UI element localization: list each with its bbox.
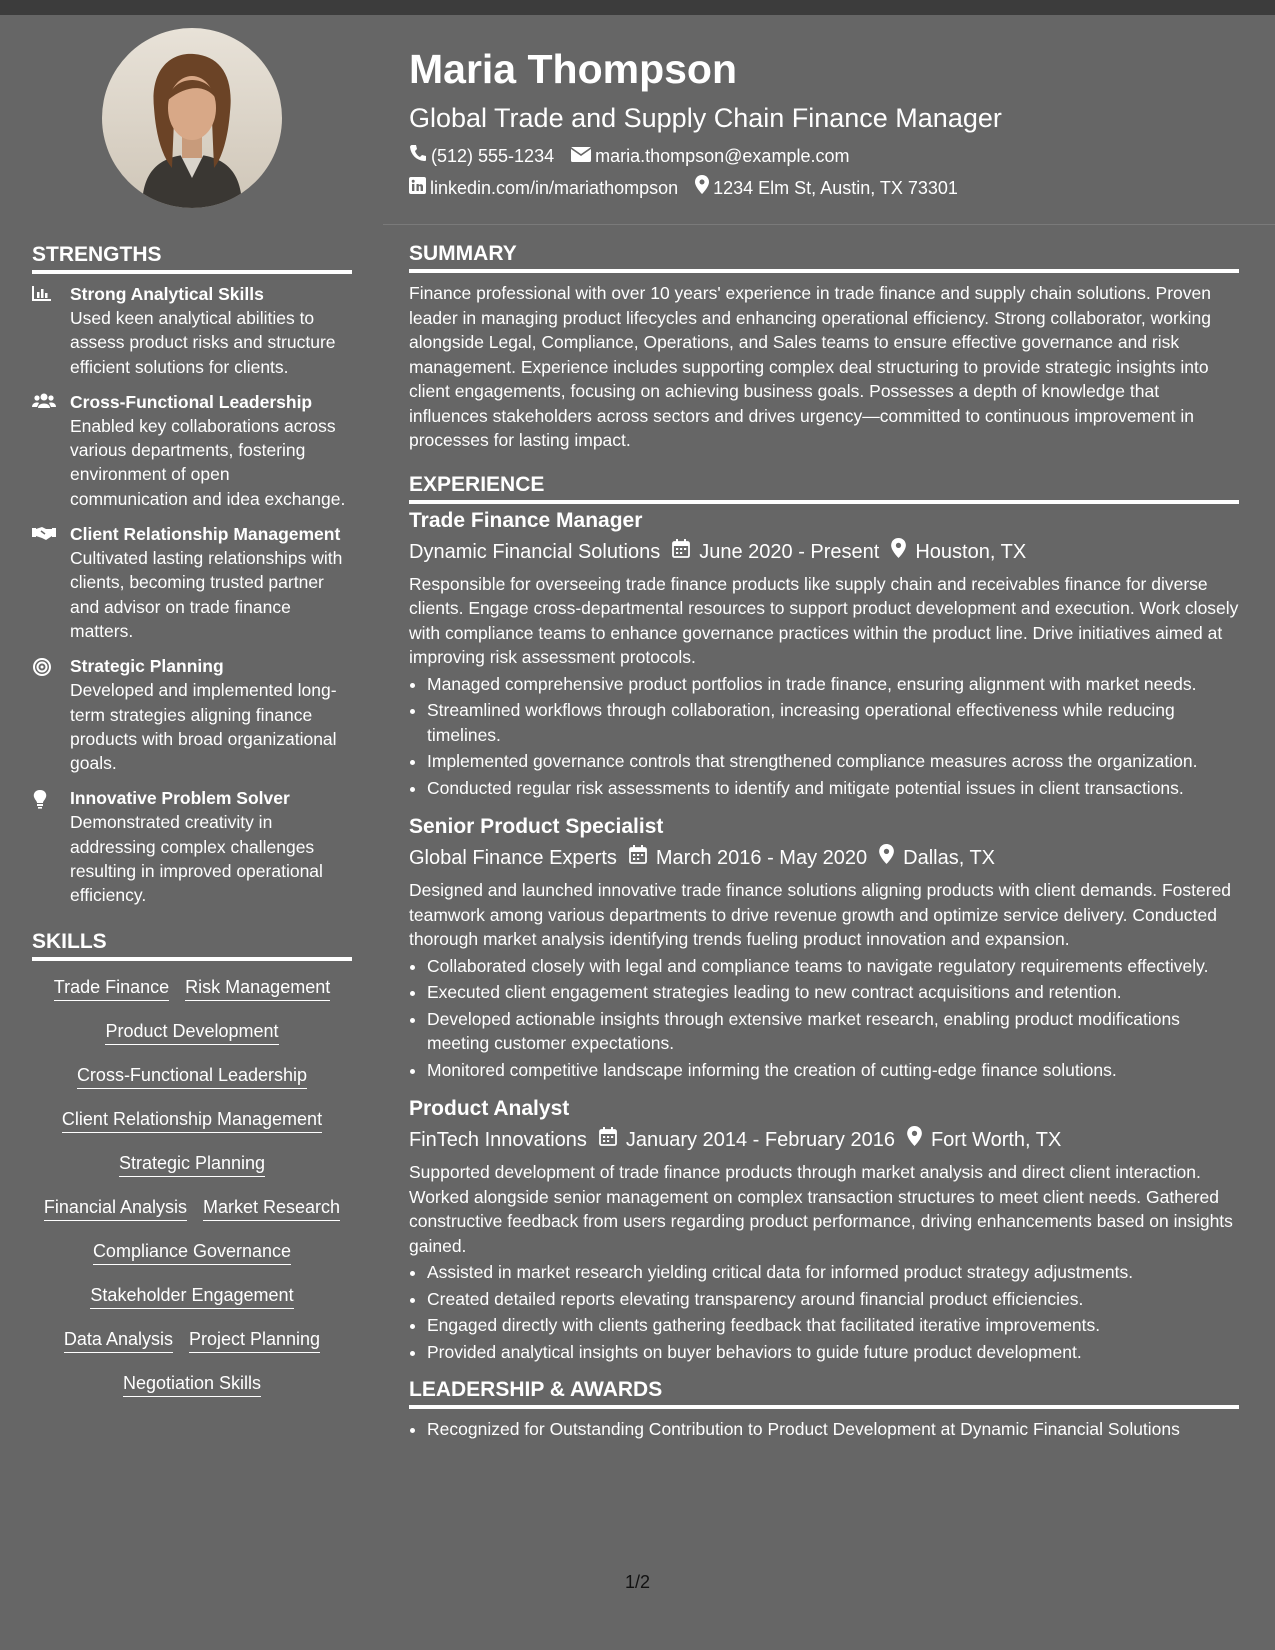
company-name: FinTech Innovations: [409, 1129, 587, 1151]
job-bullet: • Executed client engagement strategies leading to new contract acquisitions and retention.: [427, 980, 1239, 1005]
linkedin-link[interactable]: linkedin.com/in/mariathompson: [430, 178, 679, 198]
top-bar: [0, 0, 1275, 15]
job-bullet: • Developed actionable insights through extensive market research, enabling product modifications meeting customer expectations.: [427, 1007, 1239, 1056]
award-item: • Recognized for Outstanding Contribution to Product Development at Dynamic Financial Solutions: [427, 1417, 1239, 1442]
candidate-name: Maria Thompson: [409, 46, 738, 92]
strength-desc: Used keen analytical abilities to assess product risks and structure efficient solutions for clients.: [70, 308, 336, 377]
strengths-heading: STRENGTHS: [32, 241, 352, 274]
calendar-icon: [672, 536, 699, 568]
job-bullet: • Collaborated closely with legal and compliance teams to navigate regulatory requirements effectively.: [427, 954, 1239, 979]
skill-tag: Negotiation Skills: [123, 1371, 261, 1397]
strength-desc: Cultivated lasting relationships with clients, becoming trusted partner and advisor on trade finance matters.: [70, 548, 343, 641]
job-title: Trade Finance Manager: [409, 508, 643, 532]
users-icon: [32, 394, 56, 413]
skill-tag: Data Analysis: [64, 1327, 173, 1353]
linkedin-icon: [409, 172, 430, 204]
left-column: [32, 28, 352, 1415]
company-name: Global Finance Experts: [409, 847, 617, 869]
target-icon: [32, 662, 52, 681]
job-entry: [409, 812, 1239, 1082]
phone-icon: [409, 140, 431, 172]
job-bullet: • Created detailed reports elevating transparency around financial product efficiencies.: [427, 1287, 1239, 1312]
skill-tag: Financial Analysis: [44, 1195, 187, 1221]
job-bullet: • Conducted regular risk assessments to identify and mitigate potential issues in client transactions.: [427, 776, 1239, 801]
map-pin-icon: [891, 536, 915, 568]
strength-item: [32, 522, 352, 643]
job-bullet: • Streamlined workflows through collaboration, increasing operational effectiveness while reducing timelines.: [427, 698, 1239, 747]
job-bullet: • Monitored competitive landscape informing the creation of cutting-edge finance solutions.: [427, 1058, 1239, 1083]
skill-tag: Trade Finance: [54, 975, 169, 1001]
strength-item: [32, 390, 352, 511]
map-pin-icon: [907, 1124, 931, 1156]
job-entry: [409, 506, 1239, 801]
strength-title: Client Relationship Management: [70, 524, 341, 545]
map-pin-icon: [695, 172, 713, 204]
job-dates: June 2020 - Present: [699, 540, 880, 563]
job-bullet: • Implemented governance controls that strengthened compliance measures across the organization.: [427, 749, 1239, 774]
job-title: Senior Product Specialist: [409, 815, 664, 838]
job-location: Houston, TX: [915, 540, 1027, 563]
skill-tag: Client Relationship Management: [62, 1107, 322, 1133]
job-dates: March 2016 - May 2020: [655, 847, 868, 869]
email-link[interactable]: maria.thompson@example.com: [595, 146, 850, 166]
summary-heading: SUMMARY: [409, 240, 1239, 273]
skill-tag: Project Planning: [189, 1327, 320, 1353]
summary-text: Finance professional with over 10 years' experience in trade finance and supply chain solutions. Proven leader in managing product lifecycles and enhancing operational efficiency. Strong collaborator, working alongside Legal, Compliance, Operations, and Sales teams to ensure effective governance and risk management. Experience includes supporting complex deal structuring to provide strategic insights into client engagements, focusing on achieving business goals. Possesses a depth of knowledge that influences stakeholders across sectors and drives urgency—committed to continuous improvement in processes for lasting impact.: [409, 283, 1212, 450]
awards-heading: LEADERSHIP & AWARDS: [409, 1376, 1239, 1409]
job-title-headline: Global Trade and Supply Chain Finance Manager: [409, 103, 1002, 133]
awards-list: [409, 1417, 1239, 1442]
strength-item: [32, 282, 352, 379]
job-bullet: • Assisted in market research yielding critical data for informed product strategy adjustments.: [427, 1260, 1239, 1285]
address: 1234 Elm St, Austin, TX 73301: [713, 178, 958, 198]
company-name: Dynamic Financial Solutions: [409, 540, 661, 563]
job-description: Responsible for overseeing trade finance products like supply chain and receivables finance for diverse clients. Engage cross-departmental resources to support product development and execution. Work closely with compliance teams to enhance governance practices within the product line. Drive initiatives aimed at improving risk assessment protocols.: [409, 573, 1239, 667]
map-pin-icon: [879, 842, 903, 874]
phone-number[interactable]: (512) 555-1234: [431, 146, 555, 166]
right-column: [409, 40, 1239, 1454]
job-location: Dallas, TX: [903, 847, 996, 869]
bar-chart-icon: [32, 286, 52, 305]
lightbulb-icon: [32, 794, 48, 813]
contact-row: [409, 172, 1239, 204]
strength-title: Cross-Functional Leadership: [70, 391, 313, 412]
strength-title: Strong Analytical Skills: [70, 284, 264, 304]
skill-tag: Market Research: [203, 1195, 340, 1221]
job-bullet: • Managed comprehensive product portfolios in trade finance, ensuring alignment with market needs.: [427, 672, 1239, 697]
job-meta: [409, 536, 1239, 568]
skill-tag: Strategic Planning: [119, 1151, 265, 1177]
skill-tag: Cross-Functional Leadership: [77, 1063, 307, 1089]
job-meta: [409, 842, 1239, 874]
skill-tag: Compliance Governance: [93, 1239, 291, 1265]
job-entry: [409, 1094, 1239, 1364]
job-bullets: [409, 1260, 1239, 1364]
skill-tag: Stakeholder Engagement: [90, 1283, 293, 1309]
skill-tag: Product Development: [105, 1019, 278, 1045]
strength-desc: Demonstrated creativity in addressing complex challenges resulting in improved operational efficiency.: [70, 812, 323, 906]
calendar-icon: [599, 1124, 626, 1156]
job-meta: [409, 1124, 1239, 1156]
skill-tag: Risk Management: [185, 975, 330, 1001]
experience-heading: EXPERIENCE: [409, 471, 1239, 504]
calendar-icon: [629, 842, 656, 874]
profile-photo: [102, 28, 282, 208]
job-bullet: • Provided analytical insights on buyer behaviors to guide future product development.: [427, 1340, 1239, 1365]
job-location: Fort Worth, TX: [930, 1129, 1062, 1151]
page-number: 1/2: [624, 1572, 651, 1592]
envelope-icon: [571, 140, 595, 172]
handshake-icon: [32, 526, 56, 545]
strength-item: [32, 654, 352, 775]
job-bullets: [409, 954, 1239, 1083]
contact-row: [409, 140, 1239, 172]
strength-desc: Developed and implemented long-term strategies aligning finance products with broad organizational goals.: [70, 680, 337, 774]
skills-list: [32, 969, 352, 1415]
strength-title: Strategic Planning: [70, 656, 224, 677]
job-title: Product Analyst: [409, 1097, 570, 1120]
strength-title: Innovative Problem Solver: [70, 788, 290, 809]
skills-heading: SKILLS: [32, 928, 352, 961]
strength-desc: Enabled key collaborations across various departments, fostering environment of open communication and idea exchange.: [70, 415, 346, 509]
strength-item: [32, 786, 352, 907]
job-description: Supported development of trade finance products through market analysis and direct client interaction. Worked alongside senior management on complex transaction structures to meet client needs. Gathered constructive feedback from users regarding product performance, driving enhancements based on insights gained.: [409, 1162, 1233, 1256]
job-description: Designed and launched innovative trade finance solutions aligning products with client demands. Fostered teamwork among various departments to drive revenue growth and optimize service delivery. Conducted thorough market analysis identifying trends fueling product innovation and expansion.: [409, 880, 1232, 949]
job-dates: January 2014 - February 2016: [625, 1129, 895, 1151]
job-bullets: [409, 672, 1239, 801]
job-bullet: • Engaged directly with clients gathering feedback that facilitated iterative improvements.: [427, 1313, 1239, 1338]
